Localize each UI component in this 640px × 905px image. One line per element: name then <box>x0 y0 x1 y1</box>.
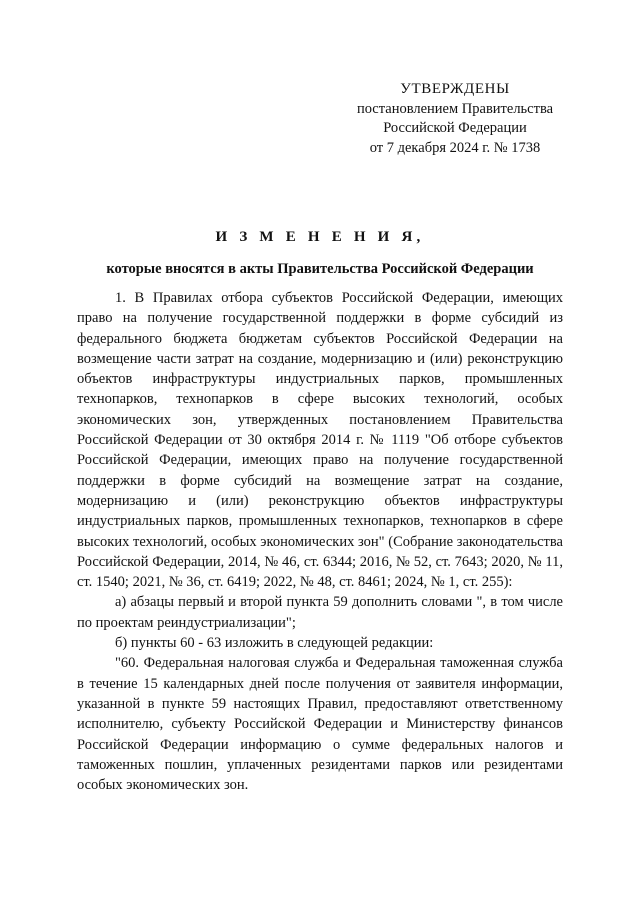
document-title: И З М Е Н Е Н И Я, <box>215 229 425 245</box>
approval-stamp <box>340 80 570 158</box>
document-title-block <box>70 227 570 279</box>
paragraph-3: б) пункты 60 - 63 изложить в следующей редакции: <box>115 635 434 652</box>
approval-line-3: от 7 декабря 2024 г. № 1738 <box>369 139 541 156</box>
approval-heading: УТВЕРЖДЕНЫ <box>400 81 510 97</box>
paragraph-2: а) абзацы первый и второй пункта 59 дополнить словами ", в том числе по проектам реиндустриализации"; <box>77 594 563 631</box>
paragraph-4: "60. Федеральная налоговая служба и Федеральная таможенная служба в течение 15 календарных дней после получения от заявителя информации, указанной в пункте 59 настоящих Правил, предоставляют ответственному исполнителю, субъекту Российской Федерации и Министерству финансов Российской Федерации информацию о сумме федеральных налогов и таможенных пошлин, уплаченных резидентами парков или резидентами особых экономических зон. <box>77 655 563 794</box>
paragraph-1: 1. В Правилах отбора субъектов Российской Федерации, имеющих право на получение государственной поддержки в форме субсидий из федерального бюджета бюджетам субъектов Российской Федерации на возмещение части затрат на создание, модернизацию и (или) реконструкцию объектов инфраструктуры индустриальных парков, промышленных технопарков, технопарков в сфере высоких технологий, особых экономических зон, утвержденных постановлением Правительства Российской Федерации от 30 октября 2014 г. № 1119 "Об отборе субъектов Российской Федерации, имеющих право на получение государственной поддержки в форме субсидий на возмещение затрат на создание, модернизацию и (или) реконструкцию объектов инфраструктуры индустриальных парков, промышленных технопарков, технопарков в сфере высоких технологий, особых экономических зон" (Собрание законодательства Российской Федерации, 2014, № 46, ст. 6344; 2016, № 52, ст. 7643; 2020, № 11, ст. 1540; 2021, № 36, ст. 6419; 2022, № 48, ст. 8461; 2024, № 1, ст. 255): <box>77 290 563 591</box>
approval-line-1: постановлением Правительства <box>356 100 554 117</box>
document-body <box>77 288 563 795</box>
document-subtitle: которые вносятся в акты Правительства Российской Федерации <box>106 261 534 277</box>
approval-line-2: Российской Федерации <box>383 120 527 136</box>
